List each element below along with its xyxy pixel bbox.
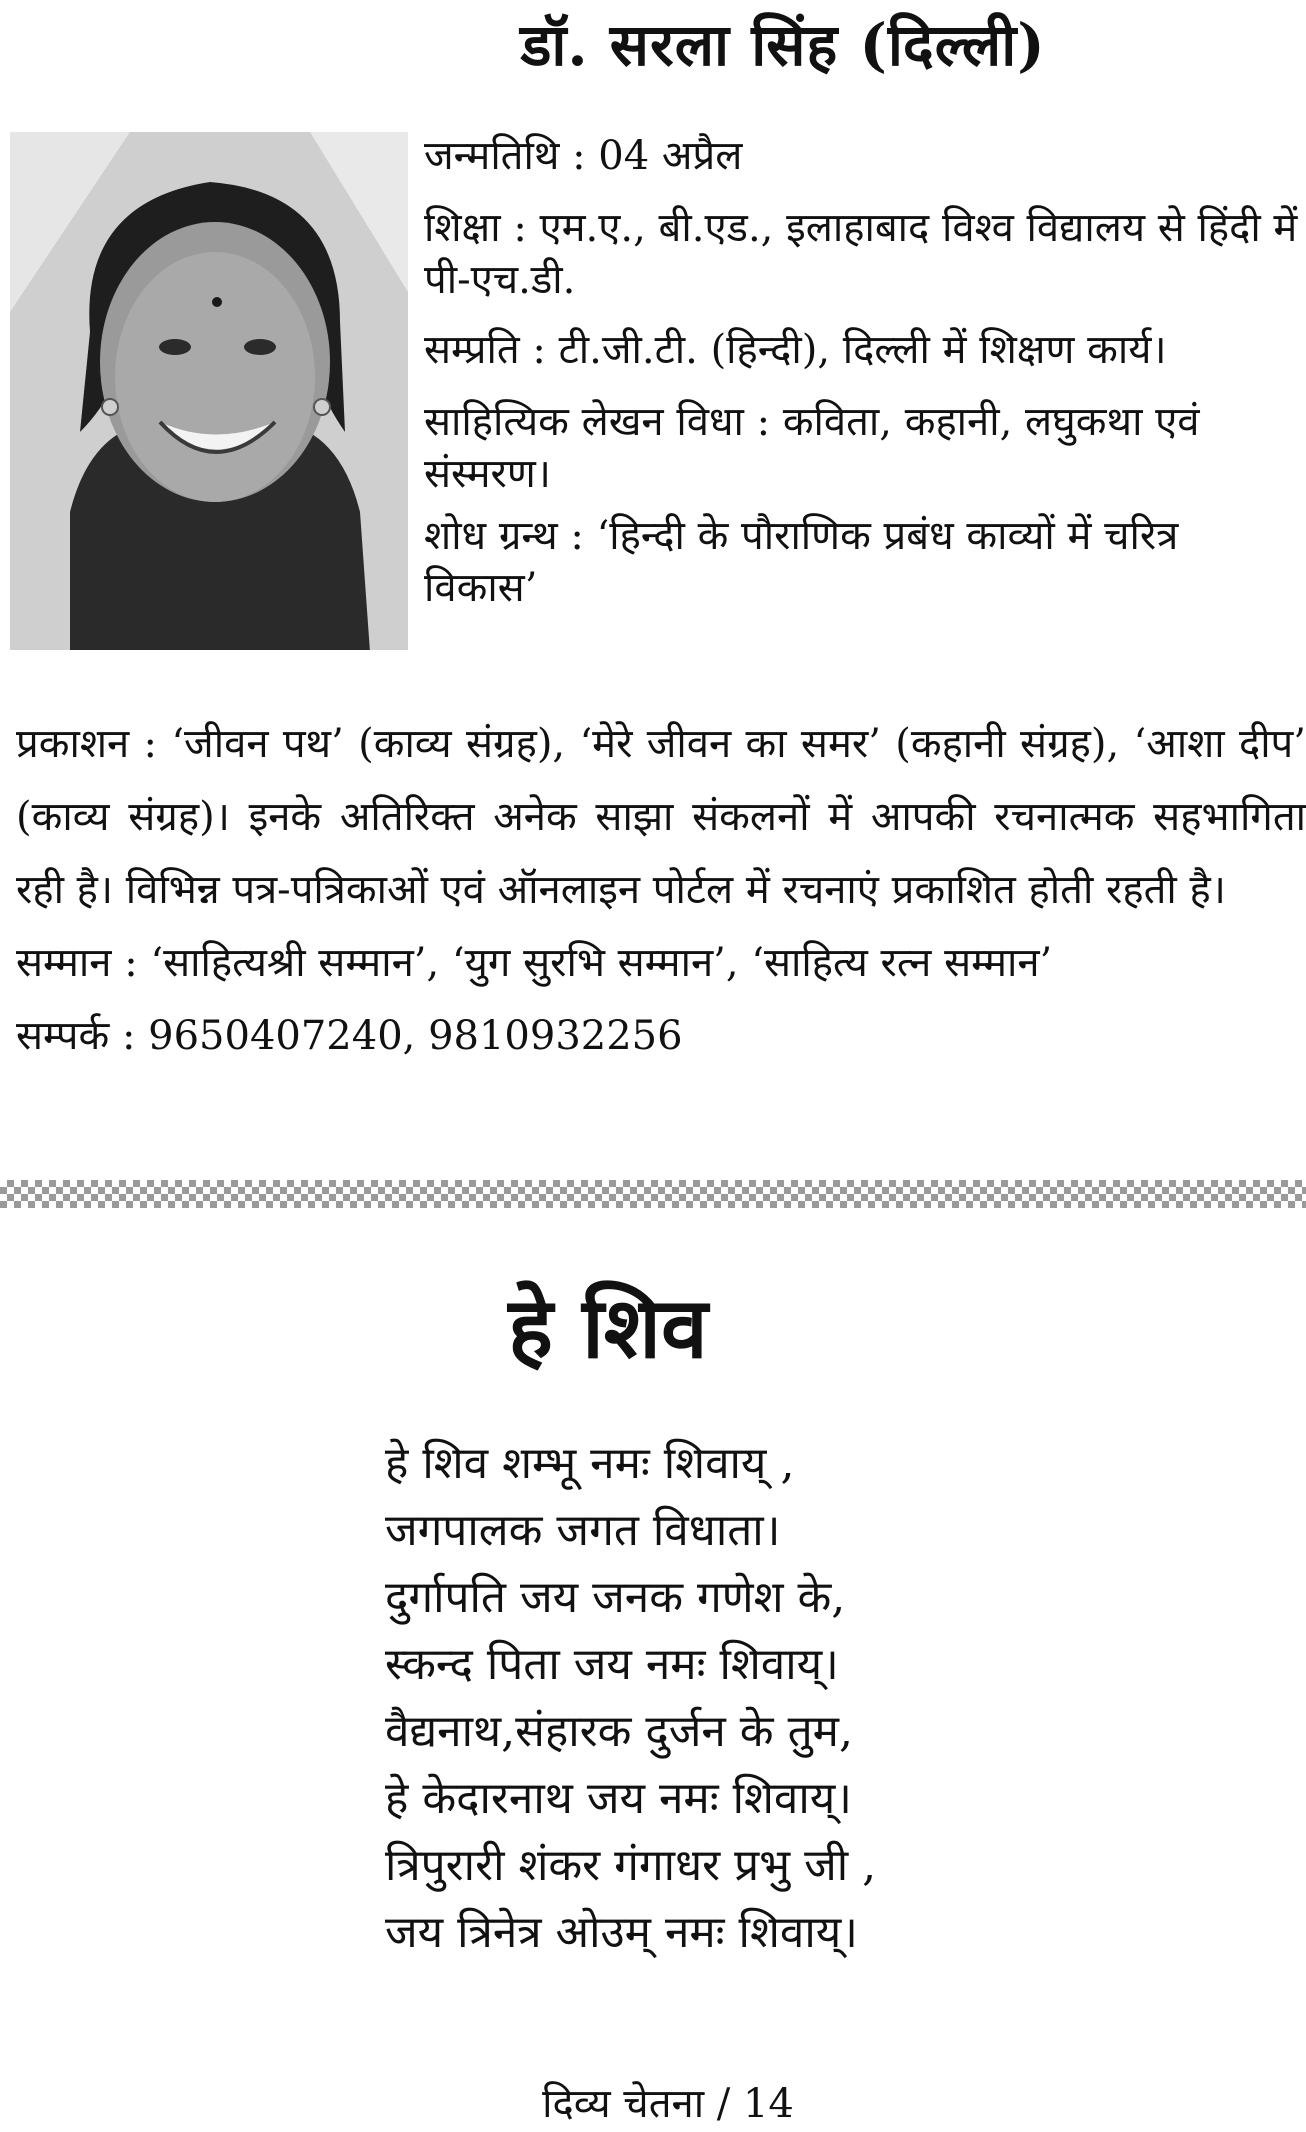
poem-verse: वैद्यनाथ,संहारक दुर्जन के तुम, [385,1706,853,1757]
poem-verse: स्कन्द पिता जय नमः शिवाय्। [385,1639,839,1690]
poem-verse: दुर्गापति जय जनक गणेश के, [385,1572,846,1623]
birth-date: जन्मतिथि : 04 अप्रैल [424,133,743,179]
poem-verse: हे शिव शम्भू नमः शिवाय् , [385,1438,795,1489]
poem-title: हे शिव [508,1278,708,1377]
bio-top-column [424,120,1304,622]
page-footer: दिव्य चेतना / 14 [542,2081,794,2127]
publications: प्रकाशन : ‘जीवन पथ’ (काव्य संग्रह), ‘मेरे जीवन का समर’ (कहानी संग्रह), ‘आशा दीप’ (काव्य संग्रह)। इनके अतिरिक्त अनेक साझा संकलनों में आपकी रचनात्मक सहभागिता रही है। विभिन्न पत्र-पत्रिकाओं एवं ऑनलाइन पोर्टल में रचनाएं प्रकाशित होती रहती है। [16,721,1306,913]
poem-verse: त्रिपुरारी शंकर गंगाधर प्रभु जी , [385,1840,877,1891]
writing-genres: साहित्यिक लेखन विधा : कविता, कहानी, लघुकथा एवं संस्मरण। [424,399,1200,497]
poem-body [385,1430,945,1966]
contact: सम्पर्क : 9650407240, 9810932256 [16,1013,683,1059]
bio-full-width [16,708,1306,1073]
author-title: डॉ. सरला सिंह (दिल्ली) [520,11,1046,79]
poem-verse: हे केदारनाथ जय नमः शिवाय्। [385,1773,852,1824]
research-work: शोध ग्रन्थ : ‘हिन्दी के पौराणिक प्रबंध काव्यों में चरित्र विकास’ [424,513,1179,611]
current-occupation: सम्प्रति : टी.जी.टी. (हिन्दी), दिल्ली में शिक्षण कार्य। [424,327,1167,373]
honors: सम्मान : ‘साहित्यश्री सम्मान’, ‘युग सुरभि सम्मान’, ‘साहित्य रत्न सम्मान’ [16,940,1053,986]
poem-verse: जय त्रिनेत्र ओउम् नमः शिवाय्। [385,1907,858,1958]
poem-verse: जगपालक जगत विधाता। [385,1505,781,1556]
author-photo [10,132,408,650]
section-divider [0,1180,1306,1208]
education: शिक्षा : एम.ए., बी.एड., इलाहाबाद विश्व विद्यालय से हिंदी में पी-एच.डी. [424,205,1298,303]
